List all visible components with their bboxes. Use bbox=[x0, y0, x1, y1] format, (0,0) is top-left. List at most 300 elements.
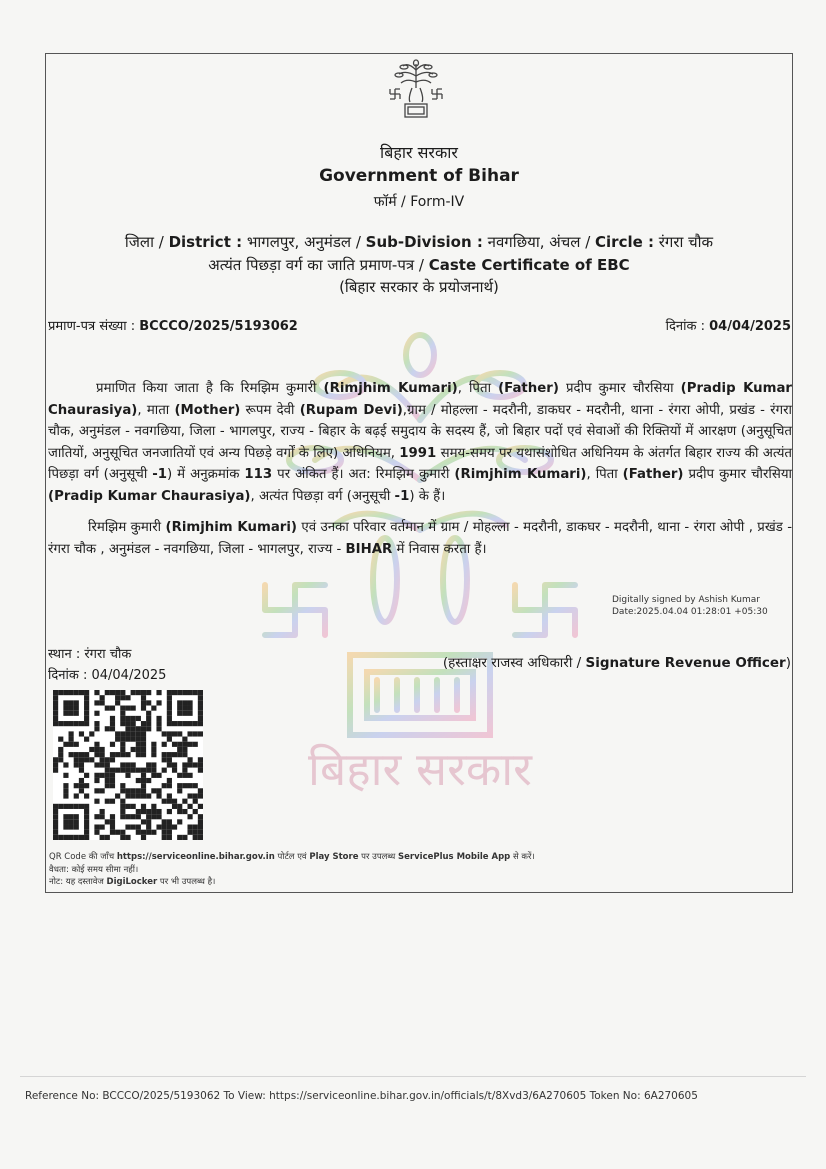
qr-module bbox=[167, 819, 172, 824]
qr-module bbox=[172, 768, 177, 773]
qr-module bbox=[141, 793, 146, 798]
qr-module bbox=[131, 716, 136, 721]
qr-module bbox=[84, 824, 89, 829]
qr-module bbox=[94, 752, 99, 757]
certificate-number: प्रमाण-पत्र संख्या : BCCCO/2025/5193062 bbox=[48, 319, 298, 334]
qr-module bbox=[193, 742, 198, 747]
qr-module bbox=[141, 731, 146, 736]
qr-module bbox=[53, 819, 58, 824]
qr-module bbox=[198, 695, 203, 700]
qr-module bbox=[125, 773, 130, 778]
qr-module bbox=[193, 835, 198, 840]
qr-module bbox=[156, 788, 161, 793]
qr-module bbox=[172, 752, 177, 757]
qr-module bbox=[110, 721, 115, 726]
qr-module bbox=[53, 809, 58, 814]
qr-module bbox=[187, 830, 192, 835]
qr-module bbox=[120, 731, 125, 736]
qr-module bbox=[110, 757, 115, 762]
qr-module bbox=[187, 762, 192, 767]
qr-module bbox=[84, 773, 89, 778]
qr-module bbox=[69, 824, 74, 829]
qr-module bbox=[136, 809, 141, 814]
qr-module bbox=[58, 737, 63, 742]
certificate-purpose: (बिहार सरकार के प्रयोजनार्थ) bbox=[339, 278, 499, 296]
qr-module bbox=[198, 788, 203, 793]
qr-module bbox=[125, 835, 130, 840]
qr-module bbox=[146, 830, 151, 835]
qr-module bbox=[198, 768, 203, 773]
qr-module bbox=[69, 706, 74, 711]
verification-notes bbox=[49, 851, 535, 889]
qr-module bbox=[100, 752, 105, 757]
qr-module bbox=[63, 835, 68, 840]
qr-module bbox=[167, 778, 172, 783]
qr-module bbox=[167, 721, 172, 726]
qr-module bbox=[167, 737, 172, 742]
qr-module bbox=[69, 700, 74, 705]
qr-module bbox=[177, 731, 182, 736]
qr-module bbox=[115, 768, 120, 773]
qr-module bbox=[105, 778, 110, 783]
qr-module bbox=[84, 819, 89, 824]
qr-module bbox=[177, 804, 182, 809]
qr-module bbox=[198, 804, 203, 809]
qr-module bbox=[125, 706, 130, 711]
qr-module bbox=[63, 762, 68, 767]
qr-module bbox=[136, 830, 141, 835]
qr-module bbox=[136, 778, 141, 783]
qr-module bbox=[69, 804, 74, 809]
qr-module bbox=[94, 814, 99, 819]
qr-module bbox=[198, 814, 203, 819]
qr-module bbox=[162, 783, 167, 788]
qr-module bbox=[182, 835, 187, 840]
qr-module bbox=[63, 814, 68, 819]
qr-module bbox=[58, 804, 63, 809]
qr-module bbox=[94, 773, 99, 778]
qr-module bbox=[162, 731, 167, 736]
qr-module bbox=[53, 700, 58, 705]
qr-module bbox=[74, 752, 79, 757]
qr-module bbox=[53, 814, 58, 819]
qr-module bbox=[167, 711, 172, 716]
qr-module bbox=[125, 788, 130, 793]
qr-module bbox=[84, 809, 89, 814]
qr-module bbox=[84, 783, 89, 788]
qr-module bbox=[162, 757, 167, 762]
certification-paragraph: प्रमाणित किया जाता है कि रिमझिम कुमारी (Rimjhim Kumari), पिता (Father) प्रदीप कुमार चौरसिया (Pradip Kumar Chaurasiya), माता (Mother) रूपम देवी (Rupam Devi),ग्राम / मोहल्ला - मदरौनी, डाकघर - मदरौनी, थाना - रंगरा ओपी, प्रखंड - रंगरा चौक, अनुमंडल - नवगछिया, जिला - भागलपुर, राज्य - बिहार के बढ़ई समुदाय के सदस्य हैं, जो बिहार पदों एवं सेवाओं की रिक्तियों में आरक्षण (अनुसूचित जातियों, अनुसूचित जनजातियों एवं अन्य पिछड़े वर्गों के लिए) अधिनियम, 1991 समय-समय पर यथासंशोधित अधिनियम के अंतर्गत बिहार राज्य की अत्यंत पिछड़ा वर्ग (अनुसूची -1) में अनुक्रमांक 113 पर अंकित हैं। अत: रिमझिम कुमारी (Rimjhim Kumari), पिता (Father) प्रदीप कुमार चौरसिया (Pradip Kumar Chaurasiya), अत्यंत पिछड़ा वर्ग (अनुसूची -1) के हैं। bbox=[48, 381, 792, 504]
qr-module bbox=[110, 783, 115, 788]
qr-module bbox=[131, 690, 136, 695]
qr-module bbox=[167, 752, 172, 757]
qr-module bbox=[84, 830, 89, 835]
qr-module bbox=[105, 690, 110, 695]
qr-module bbox=[63, 804, 68, 809]
qr-module bbox=[84, 695, 89, 700]
qr-module bbox=[141, 768, 146, 773]
qr-module bbox=[151, 752, 156, 757]
qr-module bbox=[84, 757, 89, 762]
qr-module bbox=[110, 742, 115, 747]
qr-module bbox=[167, 799, 172, 804]
qr-module bbox=[105, 783, 110, 788]
qr-module bbox=[100, 809, 105, 814]
qr-module bbox=[151, 773, 156, 778]
qr-module bbox=[58, 757, 63, 762]
qr-module bbox=[58, 690, 63, 695]
qr-module bbox=[131, 814, 136, 819]
qr-module bbox=[182, 752, 187, 757]
qr-module bbox=[177, 690, 182, 695]
qr-module bbox=[177, 747, 182, 752]
qr-module bbox=[58, 835, 63, 840]
qr-module bbox=[120, 695, 125, 700]
qr-module bbox=[120, 747, 125, 752]
qr-module bbox=[167, 762, 172, 767]
qr-module bbox=[136, 690, 141, 695]
qr-module bbox=[131, 737, 136, 742]
qr-module bbox=[120, 809, 125, 814]
qr-module bbox=[156, 773, 161, 778]
qr-module bbox=[115, 737, 120, 742]
qr-module bbox=[120, 690, 125, 695]
qr-module bbox=[69, 819, 74, 824]
qr-module bbox=[156, 793, 161, 798]
qr-module bbox=[74, 835, 79, 840]
qr-module bbox=[136, 788, 141, 793]
qr-module bbox=[156, 726, 161, 731]
qr-module bbox=[136, 752, 141, 757]
qr-module bbox=[74, 700, 79, 705]
qr-module bbox=[167, 700, 172, 705]
qr-module bbox=[141, 773, 146, 778]
qr-module bbox=[74, 711, 79, 716]
qr-module bbox=[141, 835, 146, 840]
qr-module bbox=[100, 824, 105, 829]
qr-module bbox=[120, 706, 125, 711]
qr-module bbox=[125, 721, 130, 726]
qr-module bbox=[58, 747, 63, 752]
qr-module bbox=[136, 793, 141, 798]
qr-module bbox=[131, 768, 136, 773]
qr-module bbox=[167, 757, 172, 762]
reference-footer: Reference No: BCCCO/2025/5193062 To View: https://serviceonline.bihar.gov.in/officials/t/8Xvd3/6A270605 Token No: 6A270605 bbox=[25, 1090, 698, 1102]
watermark-text: बिहार सरकार bbox=[308, 742, 532, 796]
qr-module bbox=[187, 804, 192, 809]
qr-module bbox=[100, 757, 105, 762]
qr-module bbox=[110, 819, 115, 824]
qr-module bbox=[69, 737, 74, 742]
qr-module bbox=[125, 768, 130, 773]
qr-module bbox=[182, 690, 187, 695]
qr-module bbox=[146, 819, 151, 824]
qr-module bbox=[162, 819, 167, 824]
qr-module bbox=[198, 690, 203, 695]
qr-module bbox=[120, 804, 125, 809]
qr-module bbox=[94, 690, 99, 695]
qr-module bbox=[79, 783, 84, 788]
qr-module bbox=[84, 706, 89, 711]
qr-module bbox=[162, 830, 167, 835]
qr-module bbox=[182, 737, 187, 742]
qr-module bbox=[151, 809, 156, 814]
qr-module bbox=[79, 778, 84, 783]
qr-module bbox=[136, 814, 141, 819]
qr-module bbox=[182, 747, 187, 752]
qr-module bbox=[110, 768, 115, 773]
qr-module bbox=[105, 762, 110, 767]
qr-module bbox=[115, 700, 120, 705]
qr-module bbox=[53, 768, 58, 773]
qr-module bbox=[156, 716, 161, 721]
qr-module bbox=[177, 809, 182, 814]
qr-module bbox=[156, 721, 161, 726]
qr-module bbox=[162, 799, 167, 804]
qr-module bbox=[187, 742, 192, 747]
qr-module bbox=[89, 747, 94, 752]
qr-module bbox=[198, 824, 203, 829]
qr-module bbox=[177, 742, 182, 747]
qr-module bbox=[100, 835, 105, 840]
qr-module bbox=[136, 768, 141, 773]
qr-module bbox=[156, 690, 161, 695]
qr-module bbox=[146, 768, 151, 773]
qr-module bbox=[53, 690, 58, 695]
qr-module bbox=[74, 706, 79, 711]
qr-module bbox=[141, 695, 146, 700]
qr-module bbox=[177, 752, 182, 757]
qr-module bbox=[141, 706, 146, 711]
qr-module bbox=[105, 768, 110, 773]
qr-module bbox=[187, 814, 192, 819]
qr-module bbox=[69, 814, 74, 819]
qr-module bbox=[125, 726, 130, 731]
qr-module bbox=[131, 731, 136, 736]
qr-module bbox=[94, 721, 99, 726]
qr-module bbox=[141, 809, 146, 814]
qr-module bbox=[187, 731, 192, 736]
qr-module bbox=[53, 706, 58, 711]
qr-module bbox=[84, 814, 89, 819]
qr-module bbox=[141, 747, 146, 752]
qr-module bbox=[177, 706, 182, 711]
qr-module bbox=[79, 721, 84, 726]
qr-module bbox=[63, 824, 68, 829]
qr-module bbox=[131, 762, 136, 767]
qr-module bbox=[156, 814, 161, 819]
qr-module bbox=[156, 809, 161, 814]
qr-module bbox=[110, 752, 115, 757]
qr-module bbox=[105, 799, 110, 804]
qr-module bbox=[146, 778, 151, 783]
qr-module bbox=[136, 747, 141, 752]
qr-module bbox=[110, 778, 115, 783]
qr-module bbox=[151, 762, 156, 767]
qr-module bbox=[63, 788, 68, 793]
qr-module bbox=[69, 731, 74, 736]
qr-module bbox=[162, 768, 167, 773]
qr-module bbox=[198, 716, 203, 721]
qr-module bbox=[151, 768, 156, 773]
qr-module bbox=[94, 747, 99, 752]
qr-module bbox=[79, 788, 84, 793]
qr-module bbox=[187, 773, 192, 778]
qr-module bbox=[125, 695, 130, 700]
signature-officer-label: (हस्ताक्षर राजस्व अधिकारी / Signature Revenue Officer) bbox=[442, 655, 791, 671]
form-number: फॉर्म / Form-IV bbox=[373, 194, 465, 210]
qr-module bbox=[110, 814, 115, 819]
qr-module bbox=[162, 742, 167, 747]
qr-module bbox=[100, 700, 105, 705]
qr-module bbox=[182, 700, 187, 705]
qr-module bbox=[146, 690, 151, 695]
qr-module bbox=[115, 830, 120, 835]
qr-module bbox=[136, 716, 141, 721]
qr-module bbox=[110, 773, 115, 778]
qr-module bbox=[120, 788, 125, 793]
qr-module bbox=[131, 747, 136, 752]
qr-module bbox=[141, 804, 146, 809]
qr-module bbox=[100, 695, 105, 700]
qr-module bbox=[146, 809, 151, 814]
qr-module bbox=[198, 757, 203, 762]
qr-module bbox=[151, 814, 156, 819]
qr-module bbox=[53, 762, 58, 767]
qr-module bbox=[167, 706, 172, 711]
qr-module bbox=[177, 721, 182, 726]
qr-module bbox=[187, 793, 192, 798]
qr-module bbox=[120, 742, 125, 747]
qr-module bbox=[136, 726, 141, 731]
qr-module bbox=[146, 700, 151, 705]
qr-module bbox=[120, 814, 125, 819]
qr-module bbox=[125, 731, 130, 736]
qr-module bbox=[151, 804, 156, 809]
qr-code[interactable] bbox=[53, 690, 203, 840]
jurisdiction-line: जिला / District : भागलपुर, अनुमंडल / Sub-Division : नवगछिया, अंचल / Circle : रंगरा चौक bbox=[124, 233, 714, 251]
qr-module bbox=[100, 773, 105, 778]
qr-module bbox=[131, 793, 136, 798]
qr-module bbox=[151, 830, 156, 835]
qr-module bbox=[141, 721, 146, 726]
qr-module bbox=[182, 773, 187, 778]
qr-module bbox=[53, 804, 58, 809]
issue-date-line: दिनांक : 04/04/2025 bbox=[48, 668, 167, 683]
qr-module bbox=[141, 830, 146, 835]
qr-module bbox=[63, 783, 68, 788]
qr-module bbox=[94, 742, 99, 747]
footer-divider bbox=[20, 1076, 806, 1077]
qr-module bbox=[125, 824, 130, 829]
qr-module bbox=[120, 721, 125, 726]
qr-module bbox=[198, 819, 203, 824]
qr-module bbox=[84, 835, 89, 840]
qr-module bbox=[141, 752, 146, 757]
qr-module bbox=[193, 793, 198, 798]
qr-module bbox=[167, 793, 172, 798]
qr-module bbox=[115, 695, 120, 700]
qr-module bbox=[193, 809, 198, 814]
qr-module bbox=[110, 690, 115, 695]
qr-module bbox=[84, 716, 89, 721]
govt-title-english: Government of Bihar bbox=[319, 166, 519, 186]
qr-module bbox=[141, 737, 146, 742]
qr-module bbox=[120, 762, 125, 767]
qr-module bbox=[105, 757, 110, 762]
qr-module bbox=[167, 731, 172, 736]
qr-module bbox=[182, 706, 187, 711]
qr-module bbox=[182, 762, 187, 767]
qr-module bbox=[131, 804, 136, 809]
qr-module bbox=[198, 721, 203, 726]
qr-module bbox=[198, 762, 203, 767]
qr-module bbox=[167, 695, 172, 700]
qr-module bbox=[53, 695, 58, 700]
qr-module bbox=[100, 814, 105, 819]
qr-module bbox=[115, 690, 120, 695]
digital-signature: Digitally signed by Ashish Kumar Date:2025.04.04 01:28:01 +05:30 bbox=[612, 595, 768, 617]
qr-module bbox=[151, 788, 156, 793]
qr-module bbox=[63, 690, 68, 695]
qr-module bbox=[53, 835, 58, 840]
qr-module bbox=[120, 752, 125, 757]
qr-module bbox=[146, 716, 151, 721]
qr-module bbox=[79, 690, 84, 695]
qr-module bbox=[79, 768, 84, 773]
qr-module bbox=[58, 721, 63, 726]
qr-module bbox=[172, 824, 177, 829]
qr-module bbox=[74, 742, 79, 747]
qr-module bbox=[125, 814, 130, 819]
place-date-block bbox=[48, 644, 166, 686]
qr-module bbox=[110, 830, 115, 835]
qr-module bbox=[74, 721, 79, 726]
qr-module bbox=[146, 793, 151, 798]
qr-module bbox=[182, 783, 187, 788]
qr-module bbox=[125, 793, 130, 798]
qr-module bbox=[193, 690, 198, 695]
qr-module bbox=[177, 835, 182, 840]
qr-module bbox=[84, 804, 89, 809]
qr-module bbox=[172, 721, 177, 726]
qr-module bbox=[151, 747, 156, 752]
qr-module bbox=[156, 700, 161, 705]
qr-module bbox=[172, 742, 177, 747]
qr-module bbox=[193, 783, 198, 788]
qr-module bbox=[177, 819, 182, 824]
qr-module bbox=[120, 835, 125, 840]
qr-module bbox=[100, 788, 105, 793]
qr-module bbox=[58, 752, 63, 757]
qr-module bbox=[198, 731, 203, 736]
qr-module bbox=[141, 726, 146, 731]
qr-module bbox=[172, 762, 177, 767]
qr-module bbox=[187, 721, 192, 726]
qr-module bbox=[105, 835, 110, 840]
qr-module bbox=[187, 783, 192, 788]
qr-module bbox=[177, 773, 182, 778]
qr-module bbox=[84, 700, 89, 705]
digilocker-note: नोट: यह दस्तावेज DigiLocker पर भी उपलब्ध है। bbox=[49, 877, 216, 887]
qr-module bbox=[146, 814, 151, 819]
qr-module bbox=[84, 737, 89, 742]
qr-module bbox=[120, 737, 125, 742]
qr-module bbox=[131, 788, 136, 793]
qr-module bbox=[63, 706, 68, 711]
qr-module bbox=[79, 804, 84, 809]
qr-module bbox=[187, 711, 192, 716]
